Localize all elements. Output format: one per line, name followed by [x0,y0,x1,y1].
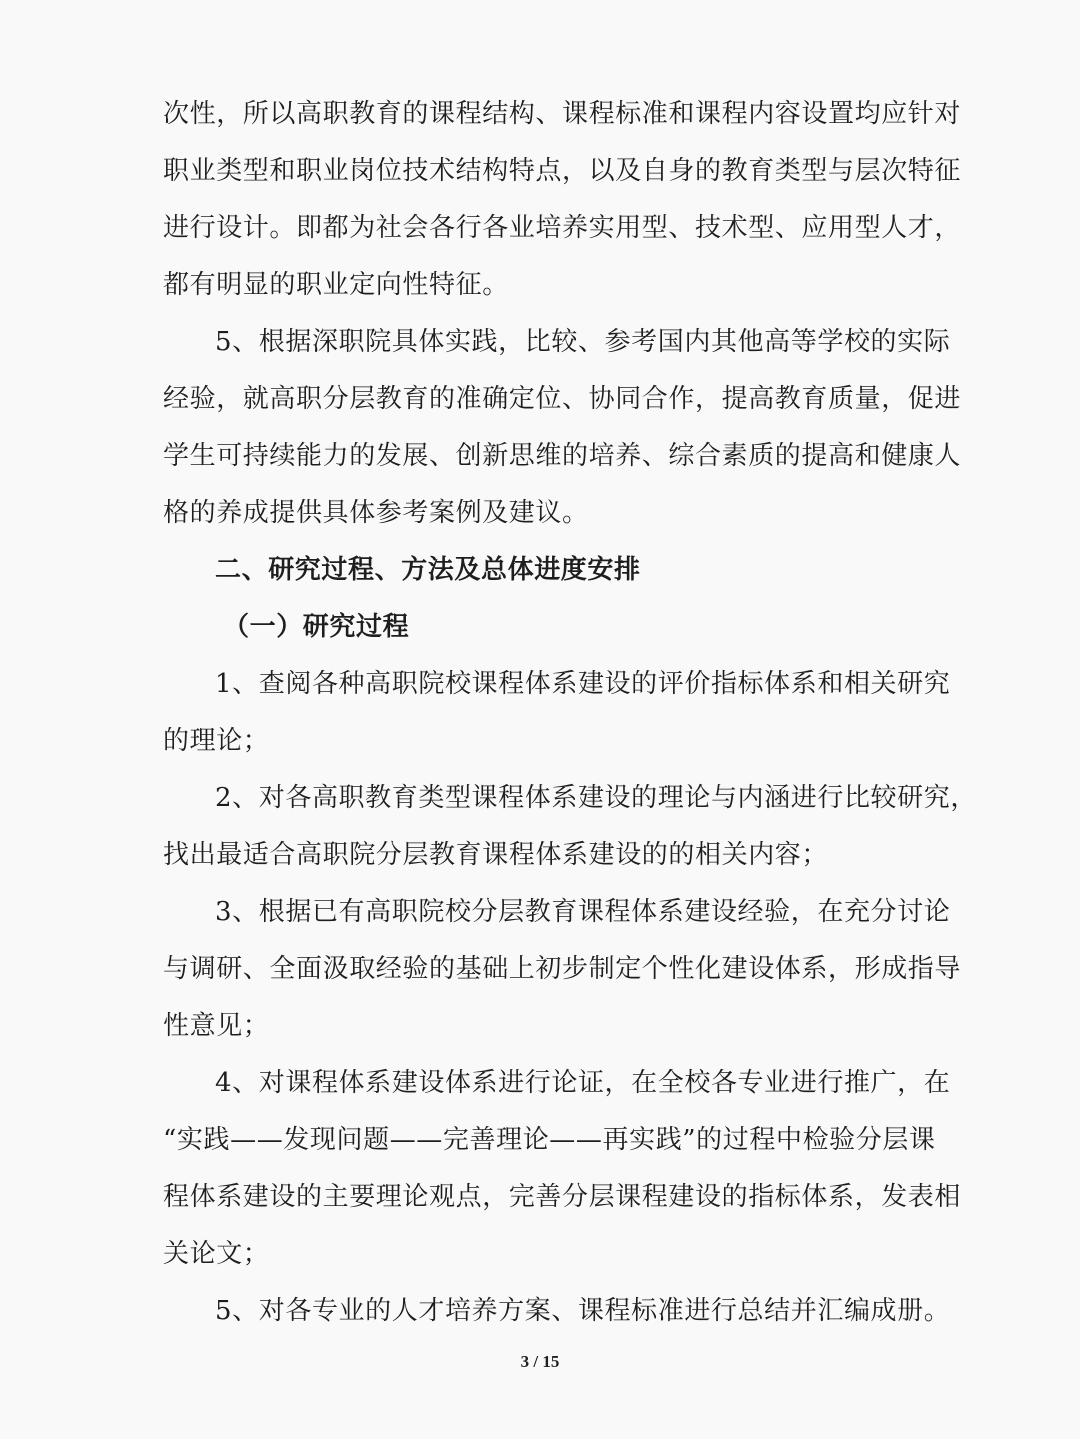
body-text-line: 都有明显的职业定向性特征。 [163,270,509,300]
body-text-line: 进行设计。即都为社会各行各业培养实用型、技术型、应用型人才， [163,213,962,243]
body-text-line: 程体系建设的主要理论观点，完善分层课程建设的指标体系，发表相 [163,1182,962,1212]
document-body [163,86,977,1340]
body-text-line: 次性，所以高职教育的课程结构、课程标准和课程内容设置均应针对 [163,99,962,129]
body-text-line: 关论文； [163,1239,270,1269]
section-heading: 二、研究过程、方法及总体进度安排 [215,555,641,585]
body-text-line: 找出最适合高职院分层教育课程体系建设的的相关内容； [163,840,829,870]
list-item-first-line: 2、对各高职教育类型课程体系建设的理论与内涵进行比较研究， [215,783,977,813]
body-text-line: 的理论； [163,726,270,756]
subsection-heading: （一）研究过程 [223,612,410,642]
list-item-first-line: 5、对各专业的人才培养方案、课程标准进行总结并汇编成册。 [215,1296,951,1326]
body-text-line: 与调研、全面汲取经验的基础上初步制定个性化建设体系，形成指导 [163,954,962,984]
list-item-first-line: 3、根据已有高职院校分层教育课程体系建设经验，在充分讨论 [215,897,951,927]
list-item-first-line: 5、根据深职院具体实践，比较、参考国内其他高等学校的实际 [215,327,951,357]
body-text-line: 职业类型和职业岗位技术结构特点，以及自身的教育类型与层次特征 [163,156,962,186]
body-text-line: 经验，就高职分层教育的准确定位、协同合作，提高教育质量，促进 [163,384,962,414]
body-text-line: 性意见； [163,1011,270,1041]
body-text-line: “实践——发现问题——完善理论——再实践”的过程中检验分层课 [163,1125,936,1155]
body-text-line: 格的养成提供具体参考案例及建议。 [163,498,589,528]
list-item-first-line: 1、查阅各种高职院校课程体系建设的评价指标体系和相关研究 [215,669,951,699]
page-number: 3 / 15 [520,1352,560,1371]
list-item-first-line: 4、对课程体系建设体系进行论证，在全校各专业进行推广，在 [215,1068,951,1098]
body-text-line: 学生可持续能力的发展、创新思维的培养、综合素质的提高和健康人 [163,441,962,471]
